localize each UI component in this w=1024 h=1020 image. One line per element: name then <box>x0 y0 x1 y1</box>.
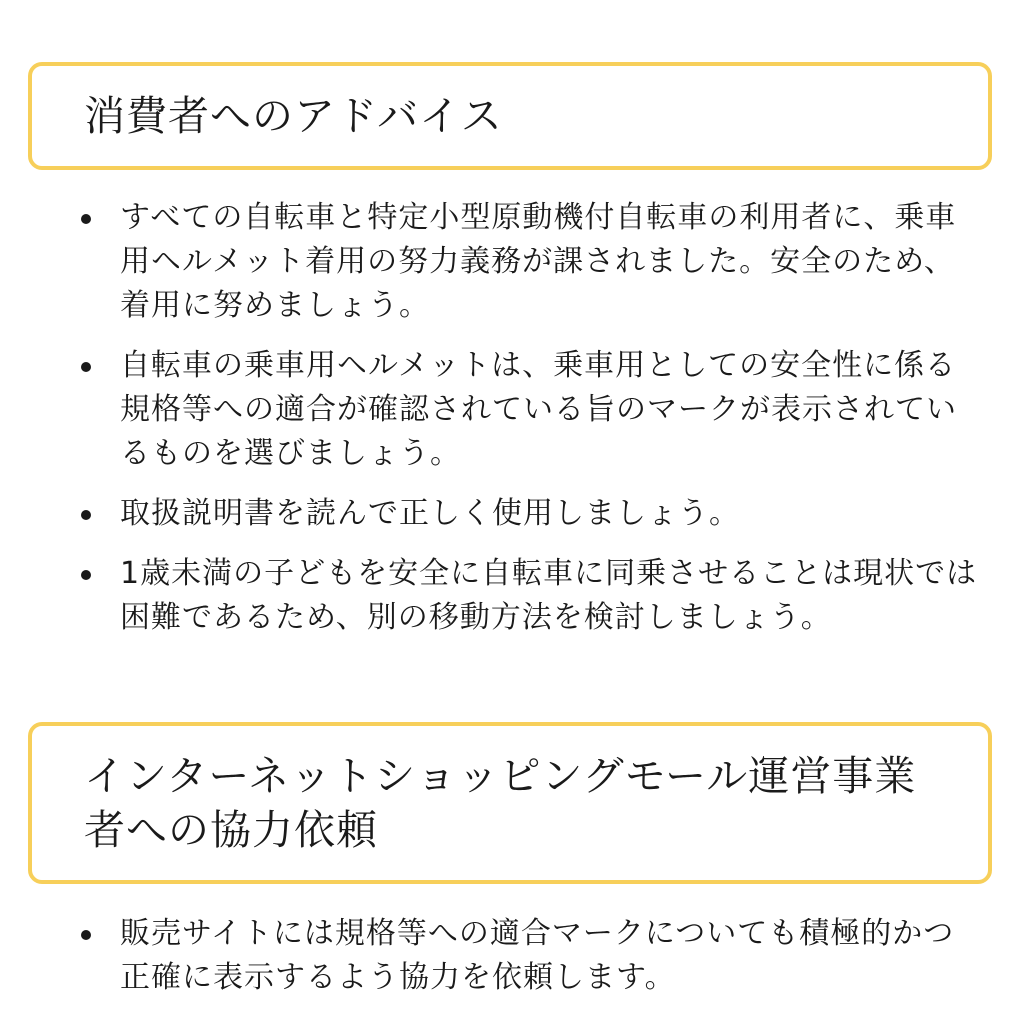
section-title: インターネットショッピングモール運営事業者への協力依頼 <box>84 752 917 854</box>
bullet-icon <box>81 362 91 372</box>
list-item-text: 1歳未満の子どもを安全に自転車に同乗させることは現状では困難であるため、別の移動方法を検討しましょう。 <box>120 556 978 635</box>
list-item-text: 販売サイトには規格等への適合マークについても積極的かつ正確に表示するよう協力を依頼します。 <box>120 916 955 995</box>
list-item-text: すべての自転車と特定小型原動機付自転車の利用者に、乗車用ヘルメット着用の努力義務が課されました。安全のため、着用に努めましょう。 <box>120 200 957 323</box>
list-item <box>0 552 1024 640</box>
consumer-advice-list <box>0 196 1024 656</box>
bullet-icon <box>81 930 91 940</box>
list-item <box>0 492 1024 536</box>
section-heading-consumer-advice <box>28 62 992 170</box>
list-item <box>0 344 1024 476</box>
section-heading-mall-operators <box>28 722 992 884</box>
section-title: 消費者へのアドバイス <box>84 92 503 140</box>
list-item-text: 取扱説明書を読んで正しく使用しましょう。 <box>120 496 740 531</box>
list-item <box>0 196 1024 328</box>
list-item <box>0 912 1024 1000</box>
list-item-text: 自転車の乗車用ヘルメットは、乗車用としての安全性に係る規格等への適合が確認されている旨のマークが表示されているものを選びましょう。 <box>120 348 957 471</box>
mall-operator-request-list <box>0 912 1024 1016</box>
bullet-icon <box>81 214 91 224</box>
bullet-icon <box>81 510 91 520</box>
bullet-icon <box>81 570 91 580</box>
